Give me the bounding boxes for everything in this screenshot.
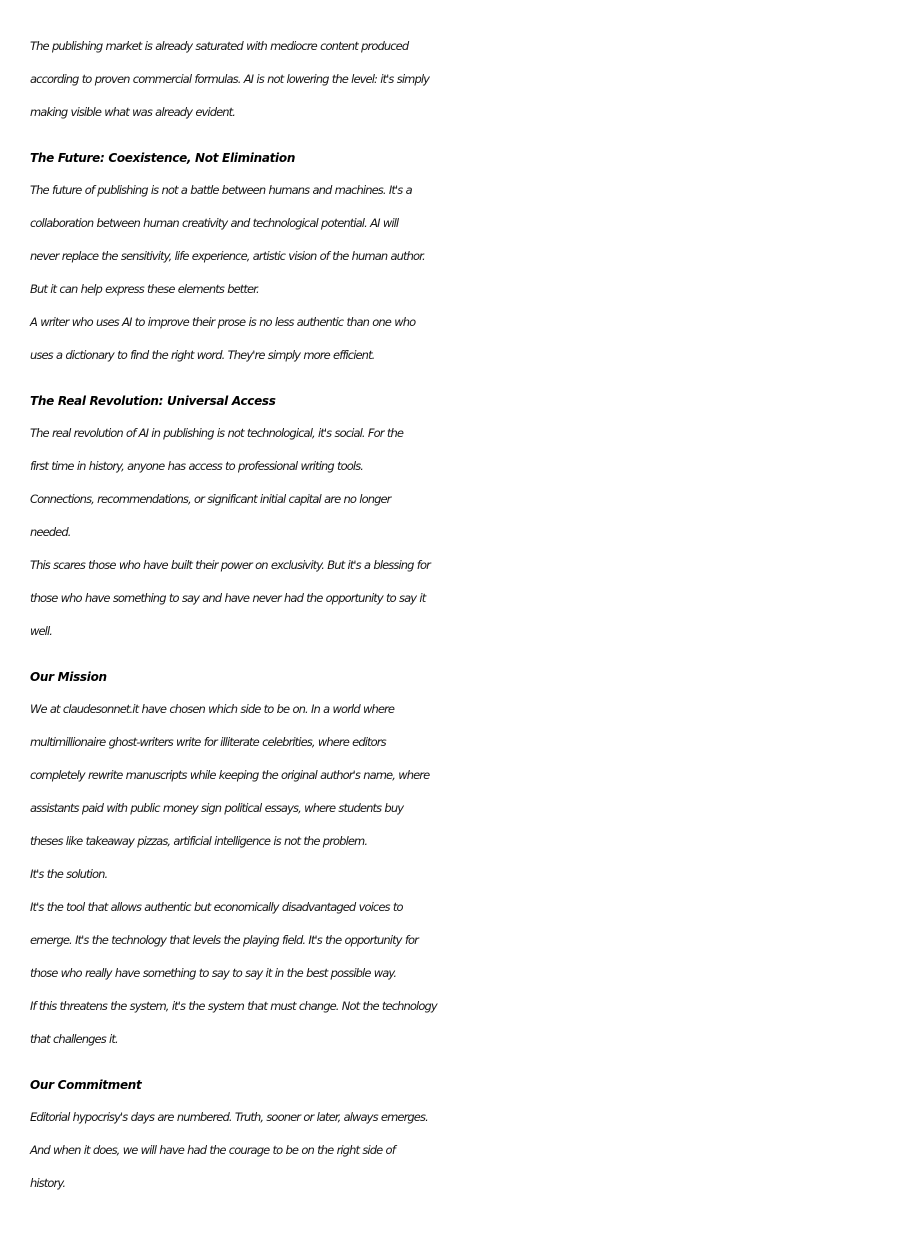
intro-paragraph — [30, 30, 880, 129]
section-our-commitment — [30, 1069, 880, 1200]
text-line: We at claudesonnet.it have chosen which side to be on. In a world where — [30, 702, 395, 716]
text-line: collaboration between human creativity and technological potential. AI will — [30, 216, 399, 230]
text-line: If this threatens the system, it's the system that must change. Not the technology — [30, 999, 437, 1013]
text-line: theses like takeaway pizzas, artificial intelligence is not the problem. — [30, 834, 368, 848]
text-line: It's the solution. — [30, 867, 108, 881]
text-line: needed. — [30, 525, 71, 539]
text-line: first time in history, anyone has access to professional writing tools. — [30, 459, 364, 473]
text-line: assistants paid with public money sign political essays, where students buy — [30, 801, 404, 815]
text-line: The publishing market is already saturated with mediocre content produced — [30, 39, 409, 53]
section-heading: Our Mission — [30, 670, 107, 684]
section-real-revolution — [30, 385, 880, 648]
section-our-mission — [30, 661, 880, 1056]
text-line: that challenges it. — [30, 1032, 118, 1046]
text-line: according to proven commercial formulas. AI is not lowering the level: it's simply — [30, 72, 430, 86]
text-line: never replace the sensitivity, life experience, artistic vision of the human author. — [30, 249, 425, 263]
text-line: well. — [30, 624, 53, 638]
text-line: And when it does, we will have had the courage to be on the right side of — [30, 1143, 395, 1157]
document-page — [30, 30, 880, 1213]
text-line: those who have something to say and have never had the opportunity to say it — [30, 591, 426, 605]
text-line: It's the tool that allows authentic but economically disadvantaged voices to — [30, 900, 403, 914]
text-line: making visible what was already evident. — [30, 105, 236, 119]
text-line: This scares those who have built their power on exclusivity. But it's a blessing for — [30, 558, 430, 572]
text-line: But it can help express these elements better. — [30, 282, 259, 296]
section-heading: Our Commitment — [30, 1078, 142, 1092]
text-line: The future of publishing is not a battle between humans and machines. It's a — [30, 183, 412, 197]
text-line: Connections, recommendations, or significant initial capital are no longer — [30, 492, 391, 506]
text-line: uses a dictionary to find the right word. They're simply more efficient. — [30, 348, 375, 362]
section-heading: The Real Revolution: Universal Access — [30, 394, 276, 408]
section-future — [30, 142, 880, 372]
text-line: emerge. It's the technology that levels the playing field. It's the opportunity for — [30, 933, 418, 947]
text-line: multimillionaire ghost-writers write for illiterate celebrities, where editors — [30, 735, 386, 749]
section-heading: The Future: Coexistence, Not Elimination — [30, 151, 296, 165]
text-line: completely rewrite manuscripts while keeping the original author's name, where — [30, 768, 430, 782]
text-line: history. — [30, 1176, 66, 1190]
text-line: A writer who uses AI to improve their prose is no less authentic than one who — [30, 315, 416, 329]
text-line: Editorial hypocrisy's days are numbered. Truth, sooner or later, always emerges. — [30, 1110, 428, 1124]
text-line: those who really have something to say to say it in the best possible way. — [30, 966, 397, 980]
text-line: The real revolution of AI in publishing is not technological, it's social. For the — [30, 426, 404, 440]
